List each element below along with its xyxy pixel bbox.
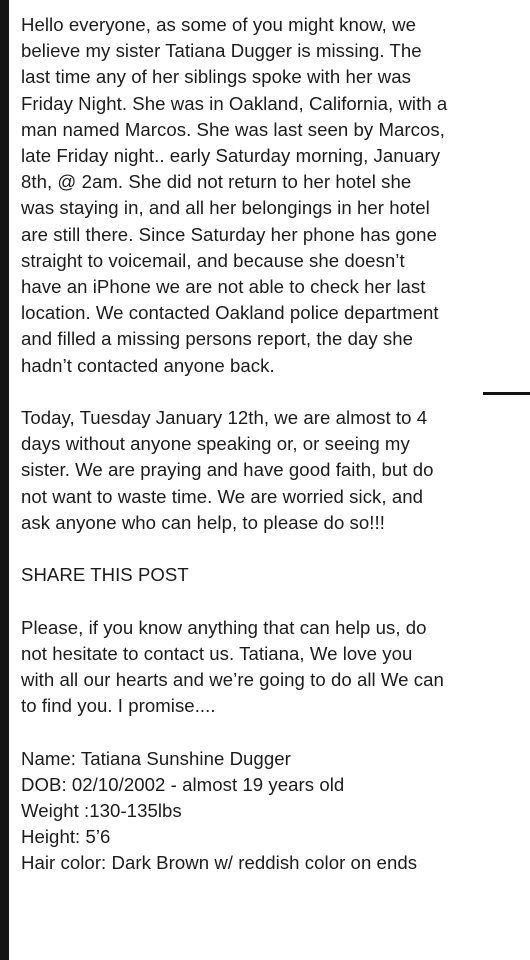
text-line: with all our hearts and we’re going to do all We can: [21, 669, 444, 691]
text-line: Hello everyone, as some of you might know, we: [21, 14, 416, 35]
dash-mark: [483, 392, 530, 395]
text-line: late Friday night.. early Saturday morning, January: [21, 145, 441, 167]
text-line: was staying in, and all her belongings in her hotel: [21, 197, 430, 219]
text-line: have an iPhone we are not able to check her last: [21, 276, 426, 298]
text-line: believe my sister Tatiana Dugger is missing. The: [21, 40, 422, 62]
share-heading-text: SHARE THIS POST: [21, 564, 189, 586]
text-line: Today, Tuesday January 12th, we are almost to 4: [21, 407, 428, 429]
text-line: straight to voicemail, and because she doesn’t: [21, 249, 405, 271]
detail-weight: Weight :130-135lbs: [21, 800, 182, 822]
share-heading: [21, 562, 526, 588]
detail-name: Name: Tatiana Sunshine Dugger: [21, 747, 291, 769]
text-line: not hesitate to contact us. Tatiana, We love you: [21, 642, 413, 664]
detail-hair: Hair color: Dark Brown w/ reddish color on ends: [21, 852, 418, 874]
text-line: Please, if you know anything that can help us, do: [21, 616, 427, 638]
text-line: 8th, @ 2am. She did not return to her hotel she: [21, 171, 412, 193]
text-line: not want to waste time. We are worried sick, and: [21, 485, 423, 507]
text-line: sister. We are praying and have good faith, but do: [21, 459, 434, 481]
post-body: [21, 12, 526, 877]
text-line: days without anyone speaking or, or seeing my: [21, 433, 410, 455]
text-line: to find you. I promise....: [21, 695, 216, 717]
text-line: man named Marcos. She was last seen by Marcos,: [21, 118, 445, 140]
text-line: location. We contacted Oakland police department: [21, 302, 439, 324]
post-card: [9, 0, 530, 960]
paragraph-plea: [21, 615, 526, 720]
person-details: [21, 746, 526, 877]
detail-dob: DOB: 02/10/2002 - almost 19 years old: [21, 773, 345, 795]
left-edge-bar: [0, 0, 9, 960]
paragraph-missing-report: [21, 12, 526, 379]
text-line: and filled a missing persons report, the day she: [21, 328, 414, 350]
text-line: hadn’t contacted anyone back.: [21, 354, 275, 376]
detail-height: Height: 5’6: [21, 826, 111, 848]
paragraph-update: [21, 405, 526, 536]
text-line: Friday Night. She was in Oakland, California, with a: [21, 92, 448, 114]
text-line: ask anyone who can help, to please do so!!!: [21, 511, 385, 533]
text-line: are still there. Since Saturday her phone has gone: [21, 223, 437, 245]
text-line: last time any of her siblings spoke with her was: [21, 66, 411, 88]
